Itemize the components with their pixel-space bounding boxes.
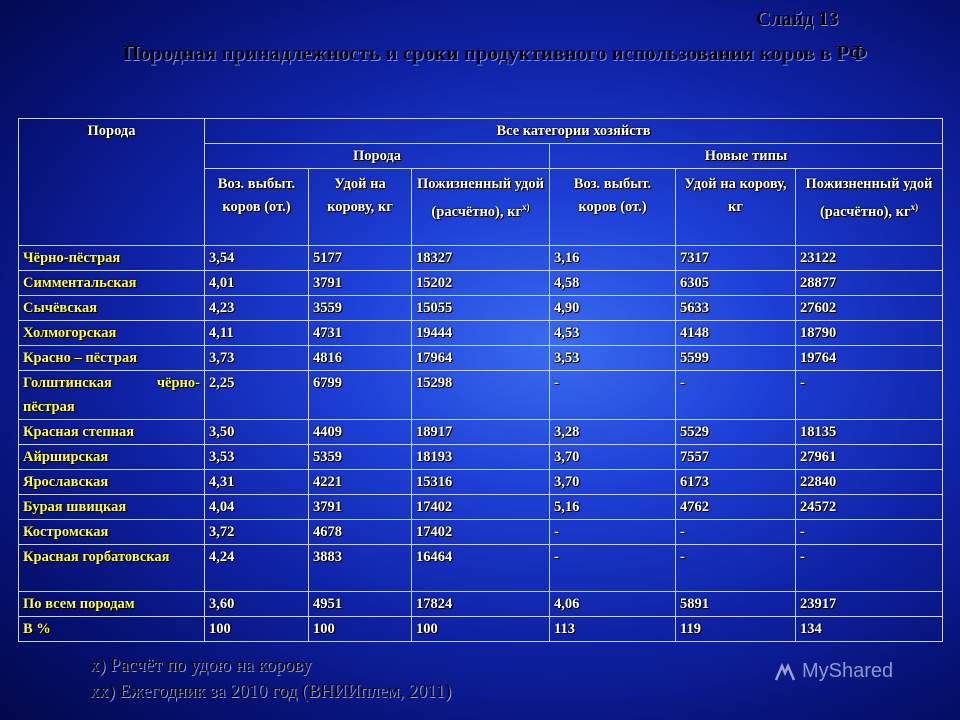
subgroup-header-new-types: Новые типы xyxy=(550,144,943,169)
table-cell: 27602 xyxy=(796,296,943,321)
breed-name: По всем породам xyxy=(19,592,205,617)
table-cell: 119 xyxy=(676,617,796,642)
col-header-lifetime-yield: Пожизненный удой (расчётно), $кг^{x)}$ xyxy=(412,169,550,246)
table-row xyxy=(19,592,943,617)
table-cell: 15202 xyxy=(412,271,550,296)
table-cell: 15298 xyxy=(412,371,550,420)
table-cell: - xyxy=(550,371,676,420)
table-cell: 100 xyxy=(412,617,550,642)
watermark xyxy=(774,660,893,683)
footnote-2: хх) Ежегодник за 2010 год (ВНИИплем, 2011) xyxy=(90,682,452,702)
table-cell: 7557 xyxy=(676,445,796,470)
table-cell: 15055 xyxy=(412,296,550,321)
table-cell: 4,06 xyxy=(550,592,676,617)
table-cell: 18917 xyxy=(412,420,550,445)
table-cell: - xyxy=(676,371,796,420)
breed-name: Сычёвская xyxy=(19,296,205,321)
breed-name: Чёрно-пёстрая xyxy=(19,246,205,271)
table-cell: 27961 xyxy=(796,445,943,470)
table-cell: 4951 xyxy=(309,592,412,617)
breed-name: Костромская xyxy=(19,520,205,545)
watermark-text: MyShared xyxy=(802,660,894,682)
table-cell: 3,53 xyxy=(550,346,676,371)
table-cell: 5529 xyxy=(676,420,796,445)
table-cell: - xyxy=(676,520,796,545)
table-cell: 19444 xyxy=(412,321,550,346)
table-cell: 7317 xyxy=(676,246,796,271)
table-cell: 4,58 xyxy=(550,271,676,296)
table-cell: 24572 xyxy=(796,495,943,520)
table-cell: 100 xyxy=(205,617,309,642)
corner-header: Порода xyxy=(19,119,205,246)
table-cell: 3,60 xyxy=(205,592,309,617)
table-row xyxy=(19,296,943,321)
table-cell: 19764 xyxy=(796,346,943,371)
watermark-logo-icon xyxy=(774,662,796,682)
table-cell: 18327 xyxy=(412,246,550,271)
table-cell: 5359 xyxy=(309,445,412,470)
table-cell: 18790 xyxy=(796,321,943,346)
breed-name: Голштинская чёрно-пёстрая xyxy=(19,371,205,420)
breed-name: Холмогорская xyxy=(19,321,205,346)
table-cell: 23917 xyxy=(796,592,943,617)
table-row xyxy=(19,520,943,545)
table-row xyxy=(19,495,943,520)
table-cell: 17824 xyxy=(412,592,550,617)
table-cell: 3,50 xyxy=(205,420,309,445)
table-cell: 5891 xyxy=(676,592,796,617)
table-cell: 17402 xyxy=(412,495,550,520)
table-cell: - xyxy=(550,520,676,545)
table-cell: 3,70 xyxy=(550,470,676,495)
table-cell: 4762 xyxy=(676,495,796,520)
breed-table xyxy=(18,118,943,642)
table-cell: 28877 xyxy=(796,271,943,296)
table-cell: 16464 xyxy=(412,545,550,592)
table-cell: 5,16 xyxy=(550,495,676,520)
table-cell: 22840 xyxy=(796,470,943,495)
col-header-lifetime-yield-new: Пожизненный удой (расчётно), $кг^{x)}$ xyxy=(796,169,943,246)
footnote-1: х) Расчёт по удою на корову xyxy=(90,656,312,676)
table-cell: 15316 xyxy=(412,470,550,495)
subgroup-header-breed: Порода xyxy=(205,144,550,169)
breed-name: Красная горбатовская xyxy=(19,545,205,592)
group-header: Все категории хозяйств xyxy=(205,119,943,144)
table-cell: - xyxy=(796,371,943,420)
table-row xyxy=(19,617,943,642)
table-cell: 2,25 xyxy=(205,371,309,420)
table-cell: 4409 xyxy=(309,420,412,445)
table-cell: 4731 xyxy=(309,321,412,346)
table-row xyxy=(19,420,943,445)
table-cell: 23122 xyxy=(796,246,943,271)
table-cell: - xyxy=(796,520,943,545)
table-cell: 3883 xyxy=(309,545,412,592)
footnote-mark: x) xyxy=(910,202,919,212)
table-cell: 4,04 xyxy=(205,495,309,520)
breed-name: Красно – пёстрая xyxy=(19,346,205,371)
breed-name: В % xyxy=(19,617,205,642)
col-header-yield-new: Удой на корову, кг xyxy=(676,169,796,246)
table-cell: 4,11 xyxy=(205,321,309,346)
breed-name: Симментальская xyxy=(19,271,205,296)
table-row xyxy=(19,321,943,346)
breed-name: Ярославская xyxy=(19,470,205,495)
breed-name: Бурая швицкая xyxy=(19,495,205,520)
table-cell: - xyxy=(550,545,676,592)
table-cell: 3,53 xyxy=(205,445,309,470)
table-cell: 3,16 xyxy=(550,246,676,271)
table-row xyxy=(19,371,943,420)
table-cell: 6305 xyxy=(676,271,796,296)
table-cell: 5599 xyxy=(676,346,796,371)
table-cell: 3791 xyxy=(309,495,412,520)
table-cell: 4221 xyxy=(309,470,412,495)
col-header-culling-age-new: Воз. выбыт. коров (от.) xyxy=(550,169,676,246)
table-cell: 134 xyxy=(796,617,943,642)
table-cell: 18193 xyxy=(412,445,550,470)
table-cell: 100 xyxy=(309,617,412,642)
table-cell: - xyxy=(796,545,943,592)
table-cell: 4,24 xyxy=(205,545,309,592)
table-cell: 3,70 xyxy=(550,445,676,470)
table-cell: 4,90 xyxy=(550,296,676,321)
table-cell: 3791 xyxy=(309,271,412,296)
table-cell: 4,53 xyxy=(550,321,676,346)
table-row xyxy=(19,346,943,371)
breed-name: Красная степная xyxy=(19,420,205,445)
table-cell: 4,23 xyxy=(205,296,309,321)
table-cell: 4816 xyxy=(309,346,412,371)
table-cell: 4148 xyxy=(676,321,796,346)
col-header-culling-age: Воз. выбыт. коров (от.) xyxy=(205,169,309,246)
table-cell: 3,72 xyxy=(205,520,309,545)
table-cell: 4678 xyxy=(309,520,412,545)
table-cell: 5633 xyxy=(676,296,796,321)
table-cell: 17402 xyxy=(412,520,550,545)
table-cell: 4,31 xyxy=(205,470,309,495)
table-row xyxy=(19,470,943,495)
table-cell: 17964 xyxy=(412,346,550,371)
table-cell: 3,28 xyxy=(550,420,676,445)
table-cell: 3,54 xyxy=(205,246,309,271)
table-cell: 3559 xyxy=(309,296,412,321)
breed-name: Айрширская xyxy=(19,445,205,470)
table-cell: 113 xyxy=(550,617,676,642)
table-row xyxy=(19,271,943,296)
table-cell: - xyxy=(676,545,796,592)
table-row xyxy=(19,545,943,592)
slide-number: Слайд 13 xyxy=(756,8,839,30)
table-cell: 3,73 xyxy=(205,346,309,371)
footnote-mark: x) xyxy=(522,202,530,212)
col-header-yield: Удой на корову, кг xyxy=(309,169,412,246)
table-row xyxy=(19,246,943,271)
slide-title: Породная принадлежность и сроки продуктивного использования коров в РФ xyxy=(123,41,867,65)
table-cell: 6173 xyxy=(676,470,796,495)
table-cell: 5177 xyxy=(309,246,412,271)
table-cell: 4,01 xyxy=(205,271,309,296)
table-cell: 6799 xyxy=(309,371,412,420)
table-row xyxy=(19,445,943,470)
table-cell: 18135 xyxy=(796,420,943,445)
